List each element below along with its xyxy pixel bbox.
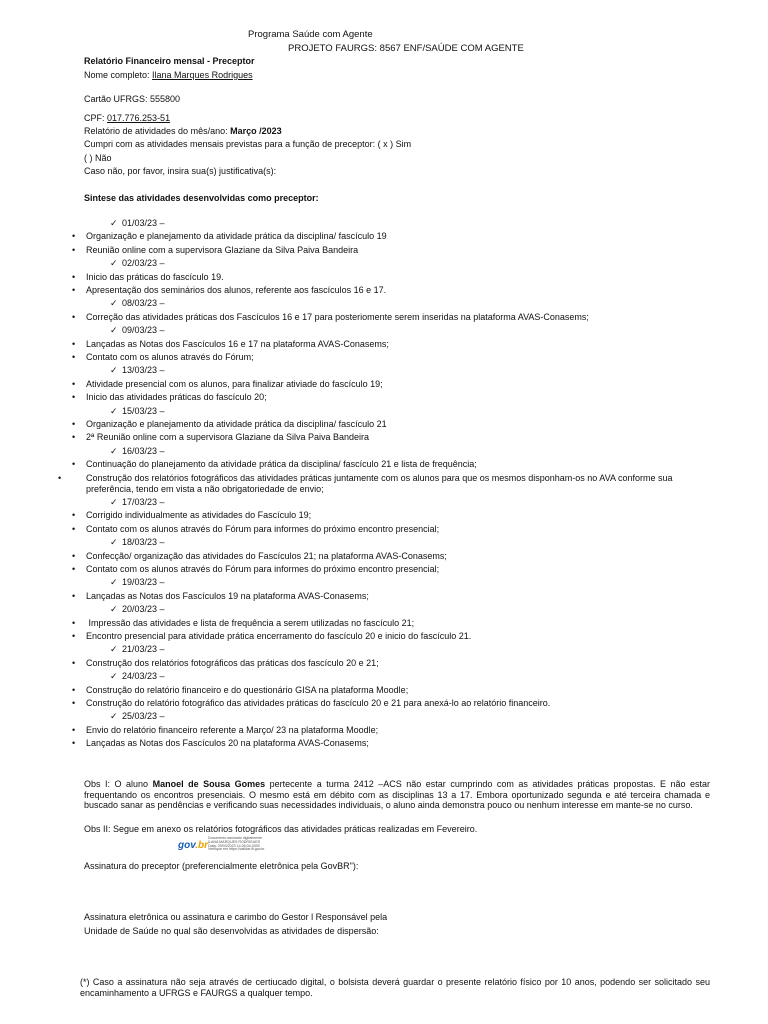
activity-date-text: 18/03/23 – <box>122 537 165 548</box>
activity-item-text: Organização e planejamento da atividade prática da disciplina/ fascículo 21 <box>86 419 387 429</box>
checkmark-icon: ✓ <box>110 497 118 507</box>
activity-item <box>72 272 712 283</box>
bullet-icon: • <box>72 311 76 322</box>
govbr-logo: gov.br <box>178 840 209 851</box>
activity-item-text: Construção do relatório fotográfico das atividades práticas do fascículo 20 e 21 para anexá-lo ao relatório financeiro. <box>86 698 551 708</box>
activity-item-text: Apresentação dos seminários dos alunos, referente aos fascículos 16 e 17. <box>86 285 387 295</box>
activity-date <box>72 537 750 548</box>
report-title: Relatório Financeiro mensal - Preceptor <box>84 56 255 66</box>
activity-item-text: 2ª Reunião online com a supervisora Glaziane da Silva Paiva Bandeira <box>86 432 369 443</box>
compliance-no: ( ) Não <box>84 153 112 163</box>
bullet-icon: • <box>72 510 76 521</box>
activity-item-text: Continuação do planejamento da atividade prática da disciplina/ fascículo 21 e lista de frequência; <box>86 459 477 470</box>
activity-item <box>72 591 712 602</box>
activity-item <box>72 285 712 296</box>
activity-item <box>72 551 712 562</box>
activity-item <box>72 312 712 323</box>
bullet-icon: • <box>72 724 76 735</box>
manager-signature-line-1: Assinatura eletrônica ou assinatura e carimbo do Gestor l Responsável pela <box>84 912 388 922</box>
activity-item-text: Contato com os alunos através do Fórum para informes do próximo encontro presencial; <box>86 523 440 534</box>
activity-date <box>72 298 750 309</box>
cpf-line <box>84 113 170 123</box>
bullet-icon: • <box>72 231 76 242</box>
preceptor-signature-label: Assinatura do preceptor (preferencialmente eletrônica pela GovBR"): <box>84 861 359 871</box>
activity-date <box>72 644 750 655</box>
activity-date-text: 16/03/23 – <box>122 445 165 456</box>
activity-item-text: Contato com os alunos através do Fórum para informes do próximo encontro presencial; <box>86 564 440 574</box>
bullet-icon: • <box>72 419 76 429</box>
project-header: PROJETO FAURGS: 8567 ENF/SAÚDE COM AGENTE <box>288 43 524 54</box>
activity-date-text: 17/03/23 – <box>122 497 165 507</box>
activity-item <box>72 658 712 669</box>
activity-date <box>72 711 750 722</box>
activity-item-text: Atividade presencial com os alunos, para finalizar ativiade do fascículo 19; <box>86 378 383 389</box>
obs1-text: pertecente a turma 2412 –ACS não estar cumprindo com as atividades práticas propostas. E não estar frequentando os encontros presenciais. O mesmo está em débito com as disciplinas 13 a 17. Embora oportunizado segunda e até terceira chamada e buscado sanar as pendências e verificando suas necessidades individuais, o aluno ainda demonstra pouco ou nenhum interesse em mante-se no curso. <box>84 779 711 810</box>
name-label: Nome completo: <box>84 70 153 80</box>
activity-item <box>72 432 712 443</box>
activity-item <box>72 685 712 696</box>
activity-date-text: 09/03/23 – <box>122 325 165 336</box>
synthesis-title: Sintese das atividades desenvolvidas como preceptor: <box>84 193 319 203</box>
activity-date <box>72 446 750 457</box>
activity-date <box>72 365 750 376</box>
activity-item-text: Construção do relatório financeiro e do questionário GISA na plataforma Moodle; <box>86 684 409 695</box>
month-line <box>84 126 282 136</box>
activity-date-text: 02/03/23 – <box>122 258 165 269</box>
justification-prompt: Caso não, por favor, insira sua(s) justificativa(s): <box>84 166 277 176</box>
activity-item-text: Envio do relatório financeiro referente a Março/ 23 na plataforma Moodle; <box>86 724 379 735</box>
activity-date-text: 13/03/23 – <box>122 365 165 376</box>
checkmark-icon: ✓ <box>110 644 118 655</box>
activity-item <box>72 524 712 535</box>
activity-item <box>72 459 712 470</box>
obs1-prefix: Obs I: O aluno <box>84 779 153 789</box>
activity-date-text: 25/03/23 – <box>122 711 165 722</box>
activity-date <box>72 497 750 508</box>
activity-date-text: 21/03/23 – <box>122 644 165 655</box>
bullet-icon: • <box>58 472 62 483</box>
bullet-icon: • <box>72 550 76 561</box>
activity-item-text: Lançadas as Notas dos Fascículos 20 na plataforma AVAS-Conasems; <box>86 738 369 749</box>
activity-date <box>72 671 750 682</box>
activity-date <box>72 577 750 588</box>
checkmark-icon: ✓ <box>110 671 118 682</box>
bullet-icon: • <box>72 378 76 389</box>
checkmark-icon: ✓ <box>110 445 118 456</box>
govbr-caption: Documento assinado digitalmente ILANA MARQUES RODRIGUES Data: 29/03/2023 14:26:04-0300 Verifique em https://validar.iti.gov.br <box>208 836 265 852</box>
name-line <box>84 70 253 80</box>
activity-item <box>72 510 712 521</box>
bullet-icon: • <box>72 698 76 708</box>
activity-item <box>72 419 712 430</box>
activity-item <box>72 392 712 403</box>
activity-item-text: Confecção/ organização das atividades do Fascículos 21; na plataforma AVAS-Conasems; <box>86 550 447 561</box>
program-header: Programa Saúde com Agente <box>248 29 373 40</box>
activity-item-text: Lançadas as Notas dos Fascículos 16 e 17 na plataforma AVAS-Conasems; <box>86 338 389 349</box>
bullet-icon: • <box>72 392 76 403</box>
activity-item-text: Inicio das práticas do fascículo 19. <box>86 271 224 282</box>
activity-date-text: 20/03/23 – <box>122 604 165 615</box>
activity-date-text: 08/03/23 – <box>122 298 165 309</box>
checkmark-icon: ✓ <box>110 577 118 588</box>
activity-item-text: Construção dos relatórios fotográficos das atividades práticas juntamente com os alunos para que os mesmos disponham-os no AVA conforme sua preferência, tendo em vista a não obrigatoriedade de envio; <box>86 472 673 494</box>
activity-date-text: 19/03/23 – <box>122 577 165 588</box>
activity-item <box>72 231 712 242</box>
month-value: Março /2023 <box>230 126 282 136</box>
activity-date <box>72 406 750 417</box>
govbr-signature-stamp <box>178 836 294 858</box>
card-number: Cartão UFRGS: 555800 <box>84 94 181 104</box>
checkmark-icon: ✓ <box>110 258 118 269</box>
activity-date <box>72 604 750 615</box>
activity-item-text: Correção das atividades práticas dos Fascículos 16 e 17 para posteriomente serem inseridas na plataforma AVAS-Conasems; <box>86 311 589 322</box>
activity-item <box>58 472 716 495</box>
checkmark-icon: ✓ <box>110 218 118 228</box>
bullet-icon: • <box>72 432 76 443</box>
footnote: (*) Caso a assinatura não seja através de certiucado digital, o bolsista deverá guardar o presente relatório físico por 10 anos, podendo ser solicitado seu encaminhamento a UFRGS e FAURGS a qualquer tempo. <box>80 977 710 998</box>
checkmark-icon: ✓ <box>110 325 118 336</box>
compliance-yes: Cumpri com as atividades mensais previstas para a função de preceptor: ( x ) Sim <box>84 139 412 149</box>
activity-item <box>72 564 712 575</box>
checkmark-icon: ✓ <box>110 298 118 309</box>
activity-item <box>72 618 712 629</box>
bullet-icon: • <box>72 338 76 349</box>
bullet-icon: • <box>72 657 76 668</box>
activity-item-text: Organização e planejamento da atividade prática da disciplina/ fascículo 19 <box>86 231 387 242</box>
bullet-icon: • <box>72 738 76 749</box>
bullet-icon: • <box>72 271 76 282</box>
activity-item <box>72 698 712 709</box>
cpf-value: 017.776.253-51 <box>107 113 171 123</box>
activity-item-text: Reunião online com a supervisora Glaziane da Silva Paiva Bandeira <box>86 244 359 255</box>
checkmark-icon: ✓ <box>110 537 118 548</box>
activity-item-text: Inicio das atividades práticas do fascículo 20; <box>86 392 267 403</box>
activity-item <box>72 352 712 363</box>
manager-signature-line-2: Unidade de Saúde no qual são desenvolvidas as atividades de dispersão: <box>84 926 379 936</box>
activity-date <box>72 325 750 336</box>
checkmark-icon: ✓ <box>110 604 118 615</box>
activity-item <box>72 379 712 390</box>
checkmark-icon: ✓ <box>110 711 118 722</box>
activity-date <box>72 218 750 229</box>
observation-1 <box>84 779 710 811</box>
activity-date <box>72 258 750 269</box>
activity-item-text: Impressão das atividades e lista de frequência a serem utilizadas no fascículo 21; <box>86 617 415 628</box>
obs1-student: Manoel de Sousa Gomes <box>152 779 266 789</box>
activity-item-text: Construção dos relatórios fotográficos das práticas dos fascículo 20 e 21; <box>86 657 379 668</box>
bullet-icon: • <box>72 631 76 641</box>
activity-item <box>72 631 712 642</box>
bullet-icon: • <box>72 244 76 255</box>
activity-item-text: Contato com os alunos através do Fórum; <box>86 352 254 362</box>
checkmark-icon: ✓ <box>110 405 118 416</box>
cpf-label: CPF: <box>84 113 108 123</box>
bullet-icon: • <box>72 590 76 601</box>
month-label: Relatório de atividades do mês/ano: <box>84 126 231 136</box>
activity-item-text: Lançadas as Notas dos Fascículos 19 na plataforma AVAS-Conasems; <box>86 590 369 601</box>
activity-item-text: Corrigido individualmente as atividades do Fascículo 19; <box>86 510 312 521</box>
name-value: Ilana Marques Rodrigues <box>152 70 253 80</box>
activity-date-text: 01/03/23 – <box>122 218 165 228</box>
bullet-icon: • <box>72 523 76 534</box>
activity-date-text: 15/03/23 – <box>122 405 165 416</box>
activity-item <box>72 339 712 350</box>
bullet-icon: • <box>72 352 76 362</box>
activity-item <box>72 245 712 256</box>
activity-item-text: Encontro presencial para atividade prática encerramento do fascículo 20 e inicio do fascículo 21. <box>86 631 472 641</box>
activity-date-text: 24/03/23 – <box>122 671 165 682</box>
bullet-icon: • <box>72 459 76 470</box>
bullet-icon: • <box>72 617 76 628</box>
bullet-icon: • <box>72 285 76 295</box>
checkmark-icon: ✓ <box>110 365 118 376</box>
activity-item <box>72 725 712 736</box>
bullet-icon: • <box>72 684 76 695</box>
bullet-icon: • <box>72 564 76 574</box>
observation-2: Obs II: Segue em anexo os relatórios fotográficos das atividades práticas realizadas em Fevereiro. <box>84 824 478 834</box>
activity-item <box>72 738 712 749</box>
